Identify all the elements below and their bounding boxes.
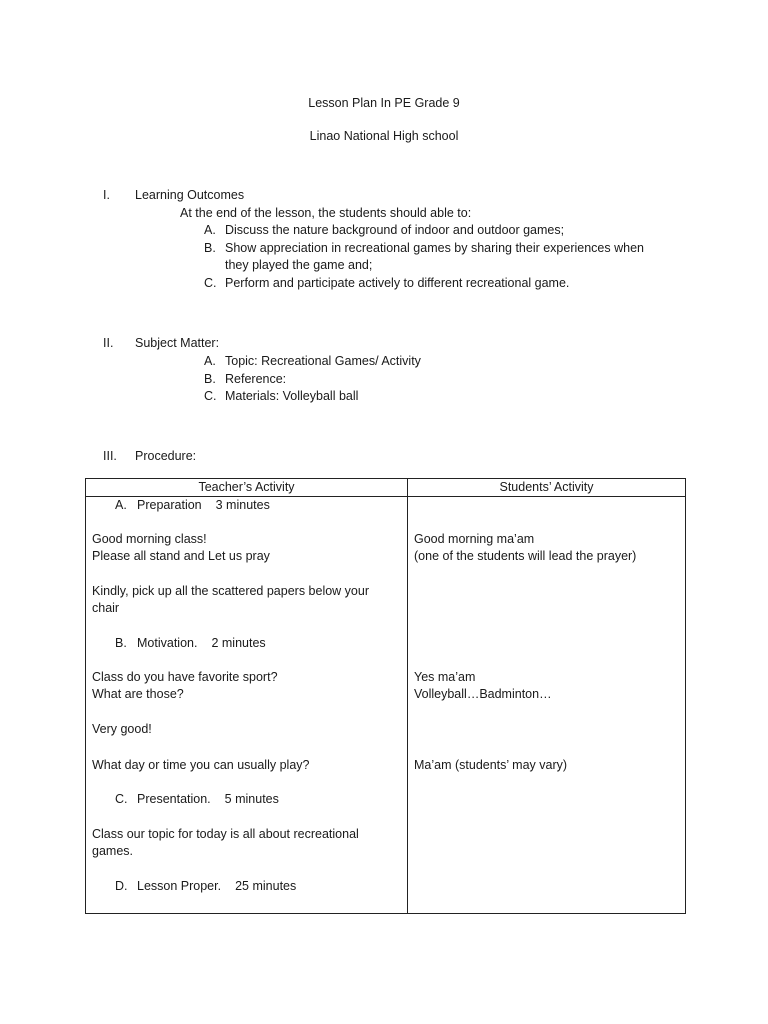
- step-b-marker: B.: [115, 636, 127, 650]
- teacher-activity-cell: [86, 497, 408, 914]
- section1-intro: At the end of the lesson, the students should able to:: [180, 206, 472, 220]
- step-a-name: Preparation: [137, 498, 202, 512]
- students-yes: Yes ma’am: [414, 670, 476, 684]
- step-b-name: Motivation.: [137, 636, 198, 650]
- teacher-papers: Kindly, pick up all the scattered papers below your: [92, 584, 370, 598]
- section1-numeral: I.: [103, 188, 110, 202]
- section2-numeral: II.: [103, 336, 114, 350]
- step-c-marker: C.: [115, 792, 128, 806]
- step-a-marker: A.: [115, 498, 127, 512]
- students-greeting: Good morning ma’am: [414, 532, 535, 546]
- step-d-time: 25 minutes: [235, 879, 297, 893]
- subject-b-marker: B.: [204, 372, 216, 386]
- students-prayer: (one of the students will lead the prayer): [414, 549, 637, 563]
- table-row: [86, 497, 686, 914]
- step-a-time: 3 minutes: [215, 498, 270, 512]
- procedure-table: [85, 478, 686, 914]
- teacher-what-day: What day or time you can usually play?: [92, 758, 310, 772]
- step-c-label: [137, 791, 279, 808]
- teacher-what-are-those: What are those?: [92, 687, 184, 701]
- teacher-topic-continued: games.: [92, 844, 133, 858]
- teacher-topic: Class our topic for today is all about recreational: [92, 827, 359, 841]
- section3-heading: Procedure:: [135, 449, 197, 463]
- outcome-a-marker: A.: [204, 223, 216, 237]
- teacher-papers-continued: chair: [92, 601, 120, 615]
- outcome-b-marker: B.: [204, 241, 216, 255]
- step-a-label: [137, 497, 270, 514]
- section1-heading: Learning Outcomes: [135, 188, 245, 202]
- step-b-time: 2 minutes: [211, 636, 266, 650]
- outcome-c-text: Perform and participate actively to different recreational game.: [225, 276, 570, 290]
- outcome-a-text: Discuss the nature background of indoor and outdoor games;: [225, 223, 565, 237]
- outcome-c-marker: C.: [204, 276, 217, 290]
- outcome-b-text: Show appreciation in recreational games by sharing their experiences when: [225, 241, 644, 255]
- subject-a-marker: A.: [204, 354, 216, 368]
- section3-numeral: III.: [103, 449, 117, 463]
- subject-topic: Topic: Recreational Games/ Activity: [225, 354, 421, 368]
- outcome-b-text-continued: they played the game and;: [225, 258, 373, 272]
- step-d-name: Lesson Proper.: [137, 879, 222, 893]
- teacher-greeting: Good morning class!: [92, 532, 207, 546]
- table-header-row: [86, 479, 686, 497]
- students-activity-header: Students’ Activity: [408, 479, 686, 497]
- step-b-label: [137, 635, 266, 652]
- step-c-time: 5 minutes: [224, 792, 279, 806]
- teacher-activity-header: Teacher’s Activity: [86, 479, 408, 497]
- document-title: Lesson Plan In PE Grade 9: [308, 96, 460, 110]
- step-d-label: [137, 878, 296, 895]
- subject-c-marker: C.: [204, 389, 217, 403]
- subject-reference: Reference:: [225, 372, 287, 386]
- students-may-vary: Ma’am (students’ may vary): [414, 758, 568, 772]
- step-d-marker: D.: [115, 879, 128, 893]
- teacher-favorite-sport: Class do you have favorite sport?: [92, 670, 278, 684]
- subject-materials: Materials: Volleyball ball: [225, 389, 359, 403]
- students-sports: Volleyball…Badminton…: [414, 687, 552, 701]
- step-c-name: Presentation.: [137, 792, 211, 806]
- teacher-pray: Please all stand and Let us pray: [92, 549, 270, 563]
- school-name: Linao National High school: [309, 129, 459, 143]
- students-activity-cell: [408, 497, 686, 914]
- teacher-very-good: Very good!: [92, 722, 152, 736]
- section2-heading: Subject Matter:: [135, 336, 220, 350]
